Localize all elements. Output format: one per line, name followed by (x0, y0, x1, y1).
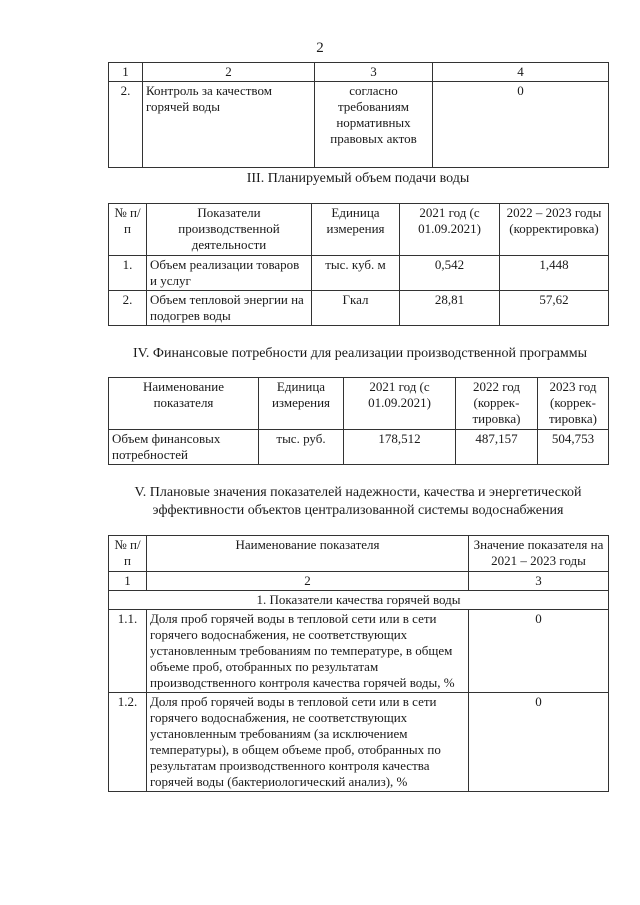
group-title: 1. Показатели качества горячей воды (109, 591, 609, 610)
row-name: Доля проб горячей воды в тепловой сети или в сети горячего водоснабжения, не соответствующих установленным требованиям (за исключением температуры), в общем объеме проб, отобранных по результатам производственного контроля качества горячей воды (бактериологический анализ), % (147, 693, 469, 792)
table-header-row (109, 378, 609, 430)
row-value: 504,753 (538, 430, 609, 465)
header-cell: Единица измерения (312, 204, 400, 256)
col-number: 1 (109, 63, 143, 82)
table-row (109, 256, 609, 291)
section-title: IV. Финансовые потребности для реализации производственной программы (132, 346, 588, 361)
col-number: 2 (143, 63, 315, 82)
header-cell: Единица измерения (259, 378, 344, 430)
header-cell: Наименование показателя (109, 378, 259, 430)
row-number: 1.2. (109, 693, 147, 792)
col-number: 4 (433, 63, 609, 82)
table-group-row (109, 591, 609, 610)
row-name: Объем финансовых потребностей (109, 430, 259, 465)
header-cell: 2021 год (с 01.09.2021) (400, 204, 500, 256)
row-name: Контроль за качеством горячей воды (143, 82, 315, 168)
row-value: 178,512 (344, 430, 456, 465)
table-header-row (109, 63, 609, 82)
section-title: III. Планируемый объем подачи воды (246, 171, 470, 186)
header-cell: Наименование показателя (147, 536, 469, 572)
row-number: 1. (109, 256, 147, 291)
row-number: 2. (109, 291, 147, 326)
table-header-row (109, 204, 609, 256)
row-value: 487,157 (456, 430, 538, 465)
table-row (109, 82, 609, 168)
header-cell: Значение показателя на 2021 – 2023 годы (469, 536, 609, 572)
col-number: 2 (147, 572, 469, 591)
row-value: 0 (469, 610, 609, 693)
header-cell: 2023 год (коррек-тировка) (538, 378, 609, 430)
table-row (109, 610, 609, 693)
header-cell: № п/п (109, 536, 147, 572)
row-name: Доля проб горячей воды в тепловой сети или в сети горячего водоснабжения, не соответствующих установленным требованиям по температуре, в общем объеме проб, отобранных по результатам производственного контроля качества горячей воды, % (147, 610, 469, 693)
table-colnum-row (109, 572, 609, 591)
row-name: Объем тепловой энергии на подогрев воды (147, 291, 312, 326)
table-water-supply (108, 203, 609, 326)
section-title: V. Плановые значения показателей надежности, качества и энергетической эффективности объектов централизованной системы водоснабжения (134, 485, 582, 518)
row-unit: Гкал (312, 291, 400, 326)
col-number: 3 (315, 63, 433, 82)
row-name: Объем реализации товаров и услуг (147, 256, 312, 291)
row-unit: тыс. руб. (259, 430, 344, 465)
row-value: 0,542 (400, 256, 500, 291)
row-number: 1.1. (109, 610, 147, 693)
header-cell: 2022 – 2023 годы (корректировка) (500, 204, 609, 256)
page-number: 2 (316, 40, 324, 56)
table-row (109, 693, 609, 792)
row-unit: тыс. куб. м (312, 256, 400, 291)
row-value: 0 (469, 693, 609, 792)
table-financial-needs (108, 377, 609, 465)
table-header-row (109, 536, 609, 572)
table-row (109, 430, 609, 465)
header-cell: 2022 год (коррек-тировка) (456, 378, 538, 430)
col-number: 3 (469, 572, 609, 591)
row-number: 2. (109, 82, 143, 168)
table-continuation (108, 62, 609, 168)
row-value: 57,62 (500, 291, 609, 326)
row-value: 0 (433, 82, 609, 168)
row-value: 1,448 (500, 256, 609, 291)
header-cell: 2021 год (с 01.09.2021) (344, 378, 456, 430)
table-row (109, 291, 609, 326)
header-cell: Показатели производственной деятельности (147, 204, 312, 256)
row-value: 28,81 (400, 291, 500, 326)
row-basis: согласно требованиям нормативных правовых актов (315, 82, 433, 168)
col-number: 1 (109, 572, 147, 591)
table-reliability-indicators (108, 535, 609, 792)
header-cell: № п/п (109, 204, 147, 256)
